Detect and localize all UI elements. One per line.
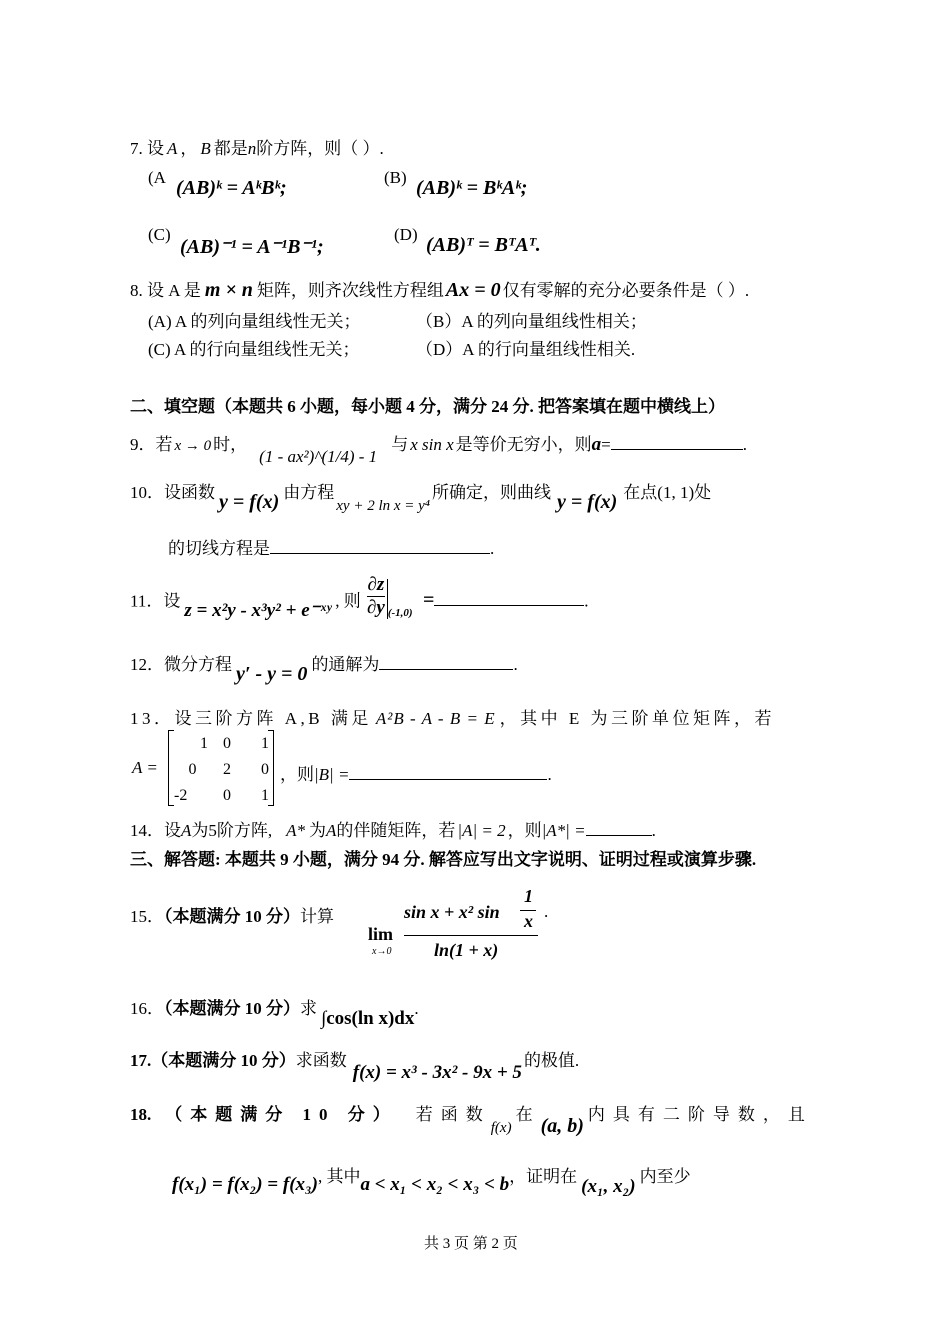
q7-option-b-label: (B): [384, 168, 407, 187]
q8-option-c: (C) A 的行向量组线性无关；: [148, 340, 360, 359]
q13-stem: 13．设三阶方阵 A,B 满足 A²B - A - B = E ，其中 E 为三阶单位矩阵，若: [130, 709, 775, 728]
q7-option-c-label: (C): [148, 225, 171, 244]
q12-stem: 12．微分方程 y′ - y = 0 的通解为 .: [130, 655, 518, 685]
q13-tail: ，则|B| = .: [280, 765, 552, 784]
q11-answer-blank[interactable]: [434, 591, 584, 606]
q10-stem: 10．设函数 y = f(x) 由方程xy + 2 ln x = y⁴所确定，则曲线 y = f(x) 在点(1, 1)处: [130, 483, 712, 514]
q7-option-d-math: (AB)ᵀ = BᵀAᵀ.: [426, 234, 541, 256]
q14-stem: 14．设A为5阶方阵, A* 为A的伴随矩阵，若 |A| = 2 ，则|A*| = .: [130, 821, 656, 840]
q8-option-d: （D）A 的行向量组线性相关.: [416, 340, 636, 359]
q13-answer-blank[interactable]: [349, 765, 547, 780]
q9-stem: 9．若 x → 0 时，(1 - ax²)^(1/4) - 1与 x sin x 是等价无穷小，则a= .: [130, 434, 747, 466]
q18-stem: 18. （本题满分 10 分） 若函数f(x)在(a, b)内具有二阶导数，且: [130, 1105, 813, 1137]
section-2-heading: 二、填空题（本题共 6 小题，每小题 4 分，满分 24 分. 把答案填在题中横线上）: [130, 397, 725, 416]
q8-option-b: （B）A 的列向量组线性相关；: [416, 312, 647, 331]
q7-stem: 7. 设 A ， B 都是n阶方阵，则（ ）.: [130, 139, 384, 158]
q7-option-c-math: (AB)⁻¹ = A⁻¹B⁻¹;: [180, 236, 324, 258]
q10-line2: 的切线方程是 .: [168, 539, 495, 558]
q7-option-a-math: (AB)ᵏ = AᵏBᵏ;: [176, 177, 287, 199]
q9-answer-blank[interactable]: [611, 435, 743, 450]
q13-matrix-row: -2 0 1: [174, 787, 269, 804]
q11-stem: 11．设 z = x²y - x³y² + e⁻ˣʸ , 则 $\frac{\partial z}{\partial y}$ $_{(-1,0)}$ = .: [130, 574, 589, 622]
q13-matrix-table: [173, 731, 270, 809]
section-3-heading: 三、解答题: 本题共 9 小题，满分 94 分. 解答应写出文字说明、证明过程或演算步骤.: [130, 850, 757, 869]
q7-option-a-label: (A: [148, 168, 166, 187]
q13-matrix: [168, 730, 274, 806]
q15-stem: 15．（本题满分 10 分）计算: [130, 907, 334, 926]
q8-option-a: (A) A 的列向量组线性无关；: [148, 312, 361, 331]
q14-answer-blank[interactable]: [586, 821, 652, 836]
q7-option-b-math: (AB)ᵏ = BᵏAᵏ;: [416, 177, 528, 199]
q16-stem: 16．（本题满分 10 分）求 ∫cos(ln x)dx.: [130, 999, 419, 1029]
q17-stem: 17.（本题满分 10 分）求函数f(x) = x³ - 3x² - 9x + 5的极值.: [130, 1051, 580, 1083]
q10-answer-blank[interactable]: [270, 539, 490, 554]
q7-option-d-label: (D): [394, 225, 418, 244]
page-footer: 共 3 页 第 2 页: [424, 1236, 518, 1252]
q8-stem: 8. 设 A 是 m × n 矩阵，则齐次线性方程组 Ax = 0 仅有零解的充分必要条件是（ ）.: [130, 279, 750, 301]
q18-line2: f(x₁) = f(x₂) = f(x₃), 其中a < x₁ < x₂ < x₃ < b，证明在 (x₁, x₂) 内至少: [172, 1167, 691, 1197]
q13-matrix-row: 0 2 0: [188, 761, 269, 778]
q13-matrix-row: 1 0 1: [200, 735, 269, 752]
q15-expression: lim x→0 sin x + x² sin 1 x ln(1 + x) .: [368, 886, 549, 960]
q12-answer-blank[interactable]: [379, 655, 513, 670]
q11-partial: $\frac{\partial z}{\partial y}$: [367, 574, 385, 618]
q13-matrix-lhs: A =: [132, 758, 158, 777]
